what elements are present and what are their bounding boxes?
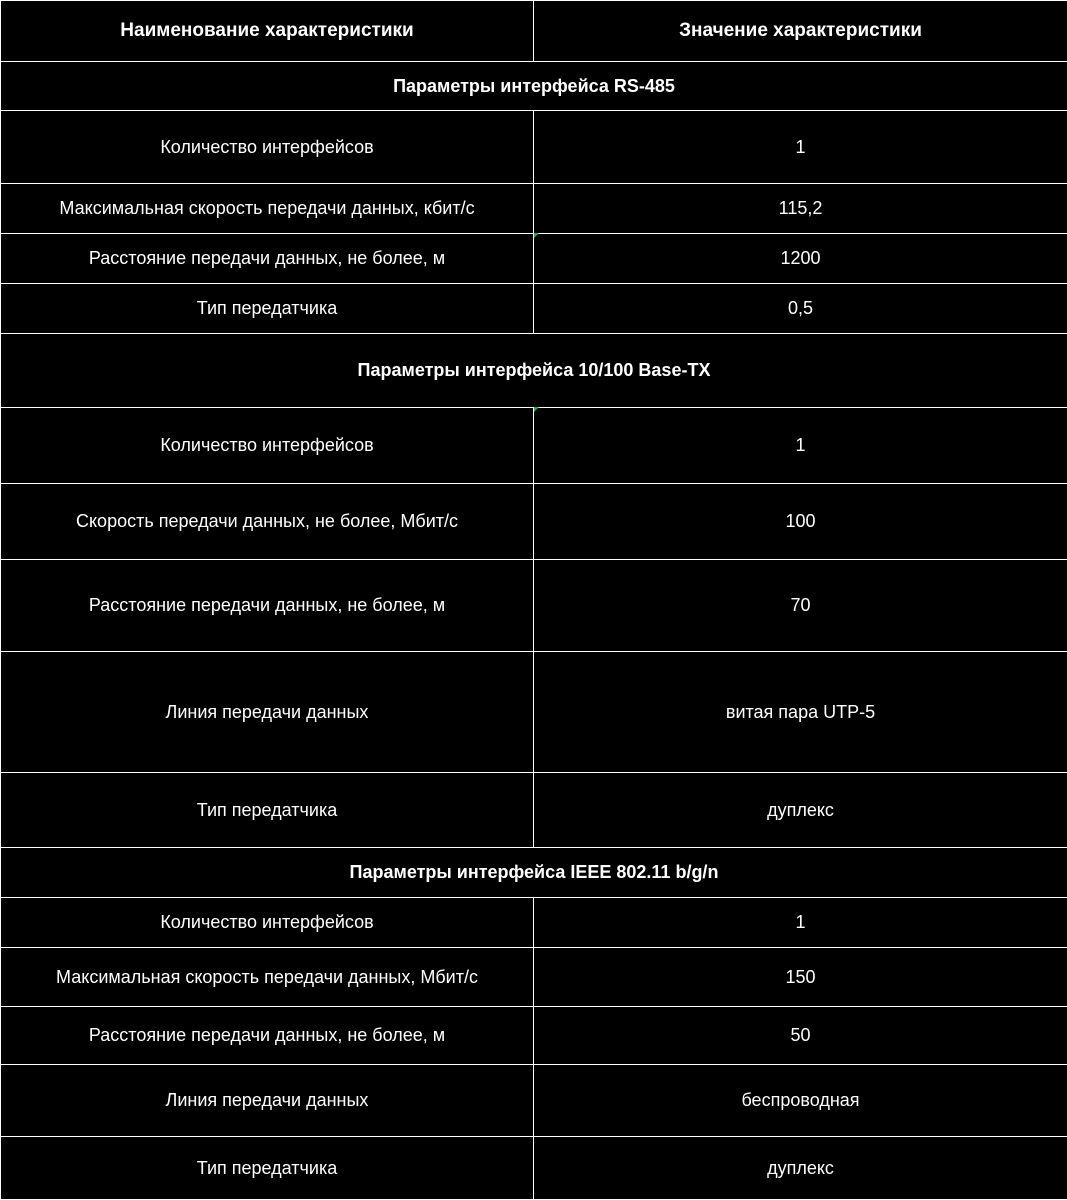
row-value: 0,5 bbox=[534, 284, 1067, 334]
section-title: Параметры интерфейса 10/100 Base-TX bbox=[1, 334, 1067, 408]
row-value: 150 bbox=[534, 948, 1067, 1007]
table-row bbox=[1, 284, 1067, 334]
row-value: витая пара UTP-5 bbox=[534, 652, 1067, 773]
row-value: беспроводная bbox=[534, 1065, 1067, 1137]
table-header-row bbox=[1, 1, 1067, 62]
row-name: Максимальная скорость передачи данных, Мбит/с bbox=[1, 948, 534, 1007]
row-name: Тип передатчика bbox=[1, 773, 534, 848]
row-name: Количество интерфейсов bbox=[1, 408, 534, 484]
row-value: 1200 bbox=[534, 234, 1067, 284]
row-name: Количество интерфейсов bbox=[1, 111, 534, 184]
row-name: Линия передачи данных bbox=[1, 1065, 534, 1137]
row-value: 1 bbox=[534, 408, 1067, 484]
row-value: 115,2 bbox=[534, 184, 1067, 234]
row-value: 100 bbox=[534, 484, 1067, 560]
cell-corner-marker bbox=[534, 233, 539, 238]
row-value: 1 bbox=[534, 111, 1067, 184]
row-value: 1 bbox=[534, 898, 1067, 948]
table-row bbox=[1, 408, 1067, 484]
section-row-wifi bbox=[1, 848, 1067, 898]
row-value: дуплекс bbox=[534, 773, 1067, 848]
header-name: Наименование характеристики bbox=[1, 1, 534, 62]
table-row bbox=[1, 234, 1067, 284]
row-name: Расстояние передачи данных, не более, м bbox=[1, 1007, 534, 1065]
table-row bbox=[1, 773, 1067, 848]
section-row-base-tx bbox=[1, 334, 1067, 408]
row-value: 70 bbox=[534, 560, 1067, 652]
table-row bbox=[1, 652, 1067, 773]
row-name: Линия передачи данных bbox=[1, 652, 534, 773]
table-row bbox=[1, 560, 1067, 652]
row-name: Количество интерфейсов bbox=[1, 898, 534, 948]
row-name: Расстояние передачи данных, не более, м bbox=[1, 234, 534, 284]
table-row bbox=[1, 898, 1067, 948]
row-name: Скорость передачи данных, не более, Мбит/с bbox=[1, 484, 534, 560]
table-row bbox=[1, 1007, 1067, 1065]
table-row bbox=[1, 184, 1067, 234]
section-title: Параметры интерфейса RS-485 bbox=[1, 62, 1067, 111]
section-title: Параметры интерфейса IEEE 802.11 b/g/n bbox=[1, 848, 1067, 898]
header-value: Значение характеристики bbox=[534, 1, 1067, 62]
row-name: Максимальная скорость передачи данных, кбит/с bbox=[1, 184, 534, 234]
row-value: 50 bbox=[534, 1007, 1067, 1065]
table-row bbox=[1, 948, 1067, 1007]
table-row bbox=[1, 484, 1067, 560]
row-name: Тип передатчика bbox=[1, 1137, 534, 1200]
table-row bbox=[1, 1137, 1067, 1200]
cell-corner-marker bbox=[534, 407, 539, 412]
section-row-rs485 bbox=[1, 62, 1067, 111]
row-name: Расстояние передачи данных, не более, м bbox=[1, 560, 534, 652]
table-row bbox=[1, 1065, 1067, 1137]
row-name: Тип передатчика bbox=[1, 284, 534, 334]
row-value: дуплекс bbox=[534, 1137, 1067, 1200]
table-row bbox=[1, 111, 1067, 184]
